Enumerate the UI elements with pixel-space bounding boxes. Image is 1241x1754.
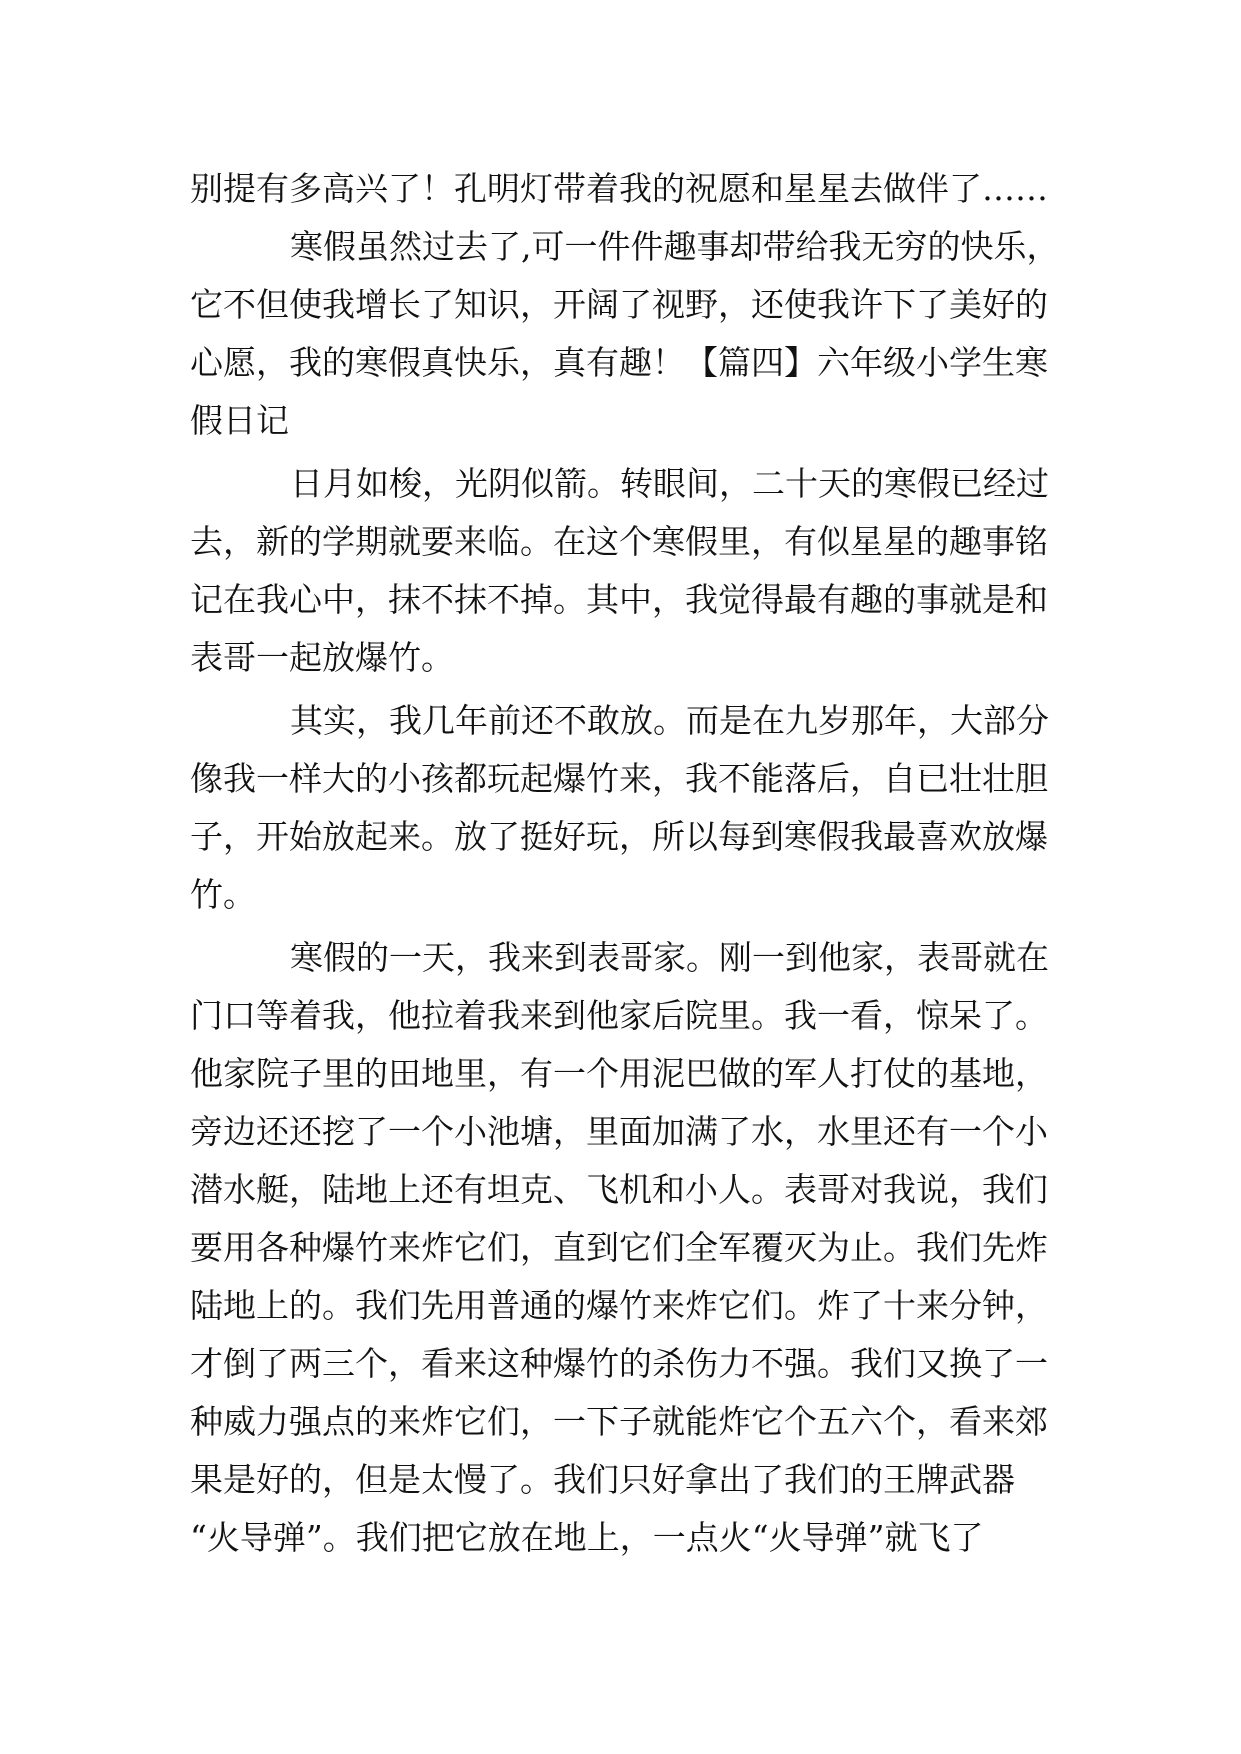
document-page [190, 160, 1060, 1567]
text-line: 心愿，我的寒假真快乐，真有趣！【篇四】六年级小学生寒 [190, 343, 1048, 382]
text-line: “火导弹”。我们把它放在地上，一点火“火导弹”就飞了 [190, 1518, 984, 1557]
text-line: 门口等着我，他拉着我来到他家后院里。我一看，惊呆了。 [190, 996, 1048, 1035]
text-line: 果是好的，但是太慢了。我们只好拿出了我们的王牌武器 [190, 1460, 1015, 1499]
text-line: 旁边还还挖了一个小池塘，里面加满了水，水里还有一个小 [190, 1112, 1048, 1151]
paragraph-start-line: 日月如梭，光阴似箭。转眼间，二十天的寒假已经过 [290, 464, 1049, 503]
text-line: 潜水艇，陆地上还有坦克、飞机和小人。表哥对我说，我们 [190, 1170, 1048, 1209]
text-line: 假日记 [190, 401, 289, 440]
text-line: 去，新的学期就要来临。在这个寒假里，有似星星的趣事铭 [190, 522, 1048, 561]
paragraph-start-line: 寒假的一天，我来到表哥家。刚一到他家，表哥就在 [290, 938, 1049, 977]
text-line: 记在我心中，抹不抹不掉。其中，我觉得最有趣的事就是和 [190, 580, 1048, 619]
text-line: 种威力强点的来炸它们，一下子就能炸它个五六个，看来郊 [190, 1402, 1048, 1441]
text-line: 表哥一起放爆竹。 [190, 638, 454, 677]
text-line: 别提有多高兴了！孔明灯带着我的祝愿和星星去做伴了…… [190, 169, 1048, 208]
text-line: 要用各种爆竹来炸它们，直到它们全军覆灭为止。我们先炸 [190, 1228, 1048, 1267]
text-line: 子，开始放起来。放了挺好玩，所以每到寒假我最喜欢放爆 [190, 817, 1048, 856]
text-line: 像我一样大的小孩都玩起爆竹来，我不能落后，自已壮壮胆 [190, 759, 1048, 798]
text-line: 陆地上的。我们先用普通的爆竹来炸它们。炸了十来分钟， [190, 1286, 1048, 1325]
text-line: 才倒了两三个，看来这种爆竹的杀伤力不强。我们又换了一 [190, 1344, 1048, 1383]
text-line: 竹。 [190, 875, 256, 914]
paragraph-start-line: 其实，我几年前还不敢放。而是在九岁那年，大部分 [290, 701, 1049, 740]
paragraph-start-line: 寒假虽然过去了,可一件件趣事却带给我无穷的快乐， [290, 227, 1060, 266]
text-line: 他家院子里的田地里，有一个用泥巴做的军人打仗的基地， [190, 1054, 1048, 1093]
text-line: 它不但使我增长了知识，开阔了视野，还使我许下了美好的 [190, 285, 1048, 324]
